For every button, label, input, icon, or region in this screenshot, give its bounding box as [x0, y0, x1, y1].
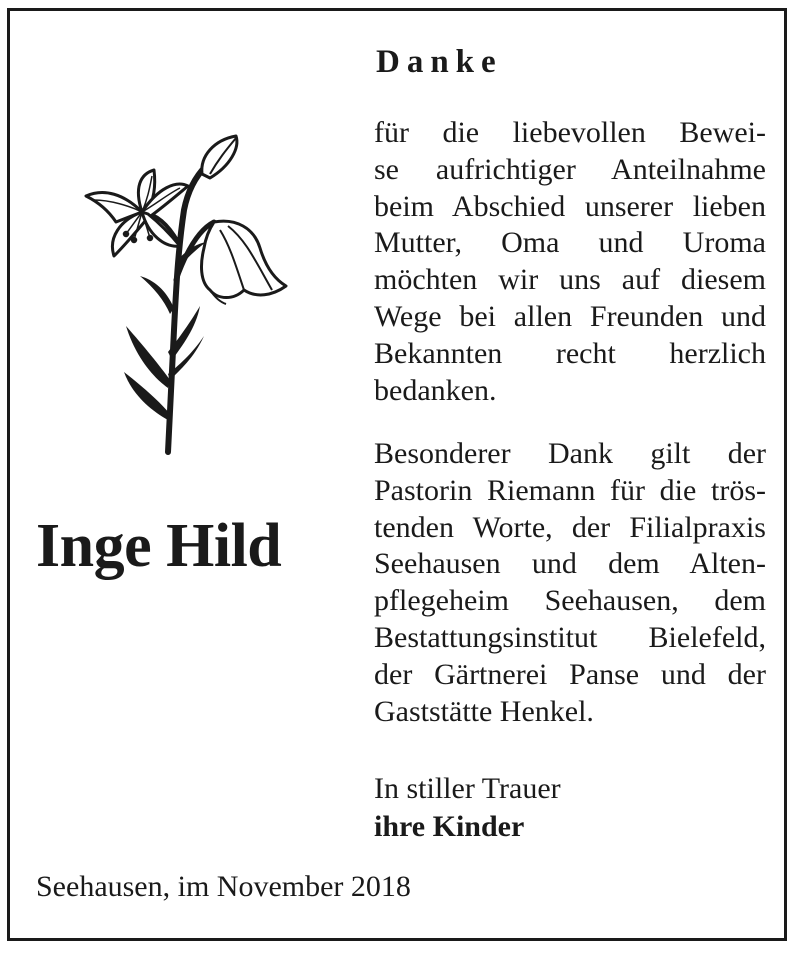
- mourning-line: In stiller Trauer: [374, 772, 561, 805]
- text-line: der Gärtnerei Panse und der: [374, 657, 766, 691]
- text-line: tenden Worte, der Filialpraxis: [374, 510, 766, 544]
- text-line: Bekannten recht herzlich: [374, 336, 766, 370]
- text-line: Pastorin Riemann für die trös-: [374, 473, 766, 507]
- text-line: se aufrichtiger Anteilnahme: [374, 152, 766, 186]
- notice-heading: Danke: [376, 44, 503, 80]
- signature: ihre Kinder: [374, 810, 525, 843]
- special-thanks-paragraph: [374, 436, 766, 730]
- text-line: pflegeheim Seehausen, dem: [374, 584, 766, 618]
- place-date: Seehausen, im November 2018: [36, 870, 411, 903]
- text-line: bedanken.: [374, 373, 497, 407]
- text-line: beim Abschied unserer lieben: [374, 189, 766, 223]
- text-line: Wege bei allen Freunden und: [374, 299, 766, 333]
- text-line: Bestattungsinstitut Bielefeld,: [374, 620, 766, 654]
- text-line: Seehausen und dem Alten-: [374, 547, 766, 581]
- text-line: möchten wir uns auf diesem: [374, 263, 766, 297]
- deceased-name: Inge Hild: [36, 512, 282, 580]
- text-line: für die liebevollen Bewei-: [374, 116, 766, 149]
- text-line: Besonderer Dank gilt der: [374, 437, 766, 470]
- text-line: Gaststätte Henkel.: [374, 694, 594, 728]
- lily-flower-icon: [50, 130, 290, 460]
- text-line: Mutter, Oma und Uroma: [374, 226, 766, 260]
- closing-block: [374, 770, 561, 846]
- thanks-paragraph: [374, 115, 766, 409]
